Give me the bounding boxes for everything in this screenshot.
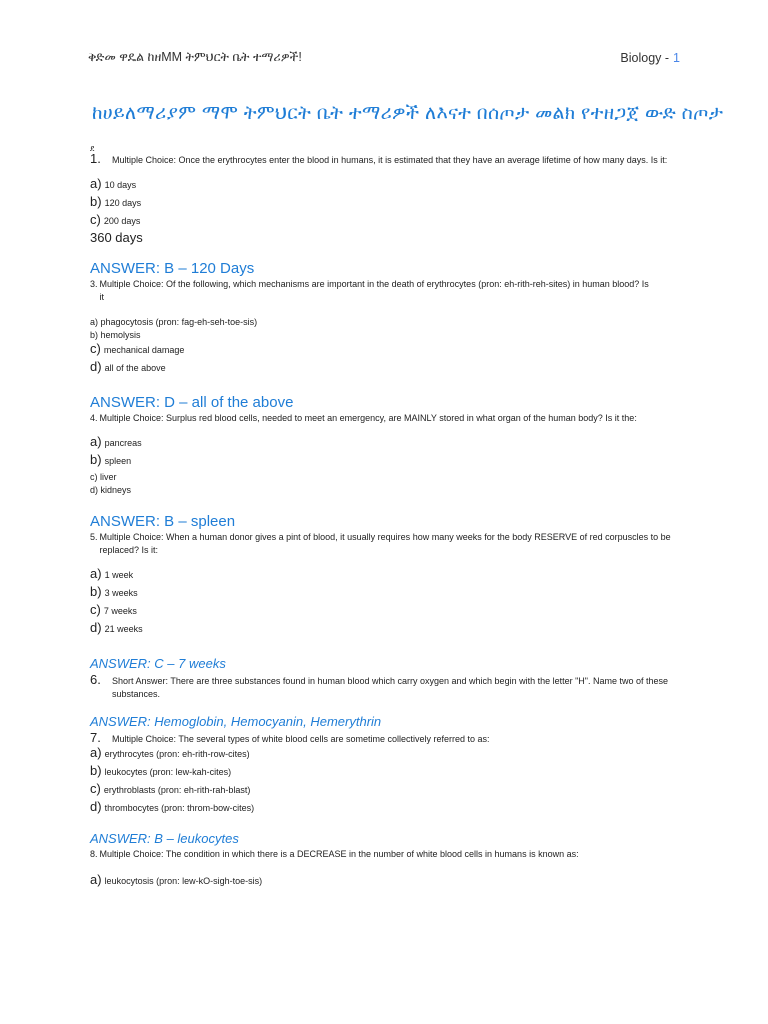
option-c	[90, 471, 690, 484]
question-text: Multiple Choice: The several types of white blood cells are sometime collectively referred to as:	[112, 734, 490, 744]
option-letter: a)	[90, 872, 102, 887]
option-c	[90, 342, 690, 360]
option-b	[90, 764, 690, 782]
option-letter: b)	[90, 194, 102, 209]
option-b	[90, 585, 690, 603]
document-body	[90, 142, 690, 891]
option-c	[90, 603, 690, 621]
option-a	[90, 873, 690, 891]
question-number: 7.	[90, 730, 101, 745]
option-text: erythroblasts (pron: eh-rith-rah-blast)	[103, 785, 251, 795]
question-7	[90, 731, 690, 746]
answer-4: ANSWER: B – spleen	[90, 513, 236, 530]
answer-3: ANSWER: D – all of the above	[90, 394, 294, 411]
option-letter: d)	[90, 485, 99, 495]
question-text: Multiple Choice: Of the following, which mechanisms are important in the death of erythrocytes (pron: eh-rith-reh-sites) in human blood? Is it	[99, 279, 649, 302]
option-text: 10 days	[104, 180, 137, 190]
question-8	[90, 848, 690, 861]
option-extra: 360 days	[90, 230, 143, 245]
header-subject-label: Biology -	[620, 50, 670, 65]
question-number: 3.	[90, 279, 98, 289]
option-letter: d)	[90, 799, 102, 814]
option-text: erythrocytes (pron: eh-rith-row-cites)	[104, 749, 250, 759]
answer-1: ANSWER: B – 120 Days	[90, 260, 255, 277]
question-number: 5.	[90, 532, 98, 542]
option-letter: b)	[90, 330, 99, 340]
header-subject	[620, 51, 680, 65]
question-1	[90, 152, 690, 167]
question-text: Multiple Choice: Surplus red blood cells, needed to meet an emergency, are MAINLY stored in what organ of the human body? Is it the:	[99, 413, 637, 423]
option-text: 3 weeks	[104, 588, 138, 598]
option-text: leukocytes (pron: lew-kah-cites)	[104, 767, 232, 777]
answer-6: ANSWER: Hemoglobin, Hemocyanin, Hemerythrin	[90, 714, 382, 729]
option-b	[90, 453, 690, 471]
question-4	[90, 412, 690, 425]
page-header	[88, 50, 680, 65]
option-a	[90, 746, 690, 764]
option-text: liver	[100, 472, 117, 482]
answer-5: ANSWER: C – 7 weeks	[90, 656, 226, 671]
option-d	[90, 360, 690, 378]
option-c	[90, 782, 690, 800]
question-number: 8.	[90, 849, 98, 859]
option-letter: d)	[90, 359, 102, 374]
option-letter: d)	[90, 620, 102, 635]
option-letter: b)	[90, 584, 102, 599]
option-text: spleen	[104, 456, 132, 466]
option-d	[90, 621, 690, 639]
question-5	[90, 531, 690, 557]
option-text: pancreas	[104, 438, 142, 448]
option-text: phagocytosis (pron: fag-eh-seh-toe-sis)	[100, 317, 258, 327]
option-letter: a)	[90, 176, 102, 191]
option-text: 200 days	[103, 216, 141, 226]
option-letter: a)	[90, 434, 102, 449]
option-letter: c)	[90, 602, 101, 617]
question-text: Multiple Choice: Once the erythrocytes enter the blood in humans, it is estimated that they have an average lifetime of how many days. Is it:	[112, 155, 668, 165]
option-letter: a)	[90, 745, 102, 760]
option-d	[90, 484, 690, 497]
option-a	[90, 316, 690, 329]
option-text: kidneys	[100, 485, 132, 495]
header-school-text: ቅድመ ዋዴል ከዘMM ትምህርት ቤት ተማሪዎች!	[88, 50, 302, 64]
question-number: 1.	[90, 151, 101, 166]
option-letter: c)	[90, 472, 98, 482]
question-number: 4.	[90, 413, 98, 423]
option-text: 1 week	[104, 570, 134, 580]
option-b	[90, 195, 690, 213]
option-letter: a)	[90, 317, 99, 327]
option-text: 21 weeks	[104, 624, 143, 634]
question-text: Multiple Choice: The condition in which there is a DECREASE in the number of white blood cells in humans is known as:	[99, 849, 579, 859]
question-6	[90, 673, 690, 701]
option-letter: b)	[90, 763, 102, 778]
option-letter: c)	[90, 341, 101, 356]
option-letter: a)	[90, 566, 102, 581]
option-text: leukocytosis (pron: lew-kO-sigh-toe-sis)	[104, 876, 263, 886]
stray-mark: ደ	[90, 144, 95, 153]
question-text: Short Answer: There are three substances found in human blood which carry oxygen and which begin with the letter "H". Name two of these substances.	[112, 676, 669, 699]
option-c	[90, 213, 690, 231]
option-text: mechanical damage	[103, 345, 185, 355]
header-page-number: 1	[673, 50, 680, 65]
option-a	[90, 567, 690, 585]
question-text: Multiple Choice: When a human donor gives a pint of blood, it usually requires how many weeks for the body RESERVE of red corpuscles to be replaced? Is it:	[99, 532, 671, 555]
question-number: 6.	[90, 672, 101, 687]
option-letter: c)	[90, 212, 101, 227]
option-b	[90, 329, 690, 342]
document-title: ከሀይለማሪያም ማሞ ትምህርት ቤት ተማሪዎች ለእናተ በሰጦታ መልክ የተዘጋጀ ውድ ስጦታ	[92, 103, 724, 124]
option-text: thrombocytes (pron: throm-bow-cites)	[104, 803, 255, 813]
option-text: 120 days	[104, 198, 142, 208]
answer-7: ANSWER: B – leukocytes	[90, 831, 239, 846]
option-text: 7 weeks	[103, 606, 137, 616]
option-a	[90, 435, 690, 453]
option-letter: c)	[90, 781, 101, 796]
question-3	[90, 278, 690, 304]
option-a	[90, 177, 690, 195]
option-letter: b)	[90, 452, 102, 467]
option-d	[90, 800, 690, 818]
option-text: all of the above	[104, 363, 166, 373]
option-text: hemolysis	[100, 330, 141, 340]
